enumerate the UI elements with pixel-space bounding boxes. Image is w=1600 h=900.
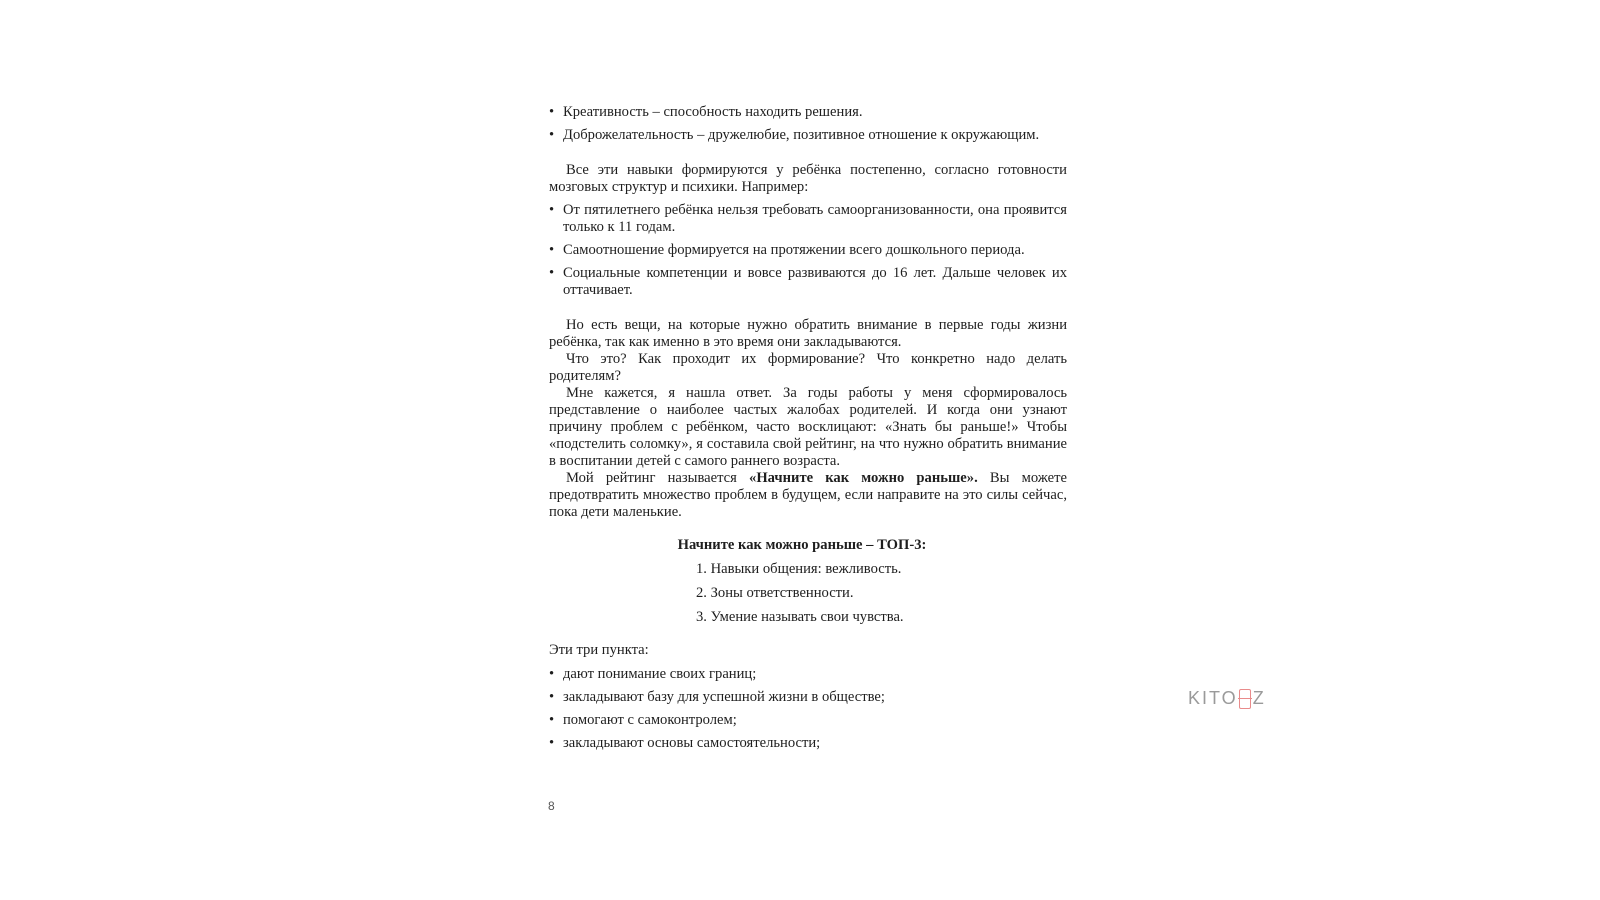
three-points-heading: Эти три пункта: [549,642,649,658]
bullet-icon: • [549,127,555,143]
list-item [549,689,1067,706]
list-item [549,202,1067,236]
bullet-icon: • [549,735,555,751]
page-number: 8 [548,799,555,813]
watermark-text-right: Z [1252,688,1266,708]
watermark-logo [1188,688,1266,709]
book-page [549,104,1067,758]
list-item-text: Самоотношение формируется на протяжении всего дошкольного периода. [563,242,1025,258]
paragraph-rating [549,470,1067,521]
paragraph: Мне кажется, я нашла ответ. За годы работы у меня сформировалось представление о наиболее частых жалобах родителей. И когда они узнают причину проблем с ребёнком, часто восклицают: «Знать бы раньше!» Чтобы «подстелить соломку», я составила свой рейтинг, на что нужно обратить внимание в воспитании детей с самого раннего возраста. [549,385,1067,469]
bullet-icon: • [549,689,555,705]
bullet-icon: • [549,104,555,120]
list-item-text: Доброжелательность – дружелюбие, позитивное отношение к окружающим. [563,127,1040,143]
watermark-box-icon [1239,689,1251,709]
list-item-text: закладывают базу для успешной жизни в обществе; [563,689,885,705]
paragraph: Но есть вещи, на которые нужно обратить внимание в первые годы жизни ребёнка, так как именно в это время они закладываются. [549,317,1067,350]
paragraph-intro: Все эти навыки формируются у ребёнка постепенно, согласно готовности мозговых структур и психики. Например: [549,162,1067,195]
list-item [549,735,1067,752]
list-item-text: закладывают основы самостоятельности; [563,735,821,751]
bullet-icon: • [549,242,555,258]
rating-text-after: Вы можете предотвратить множество проблем в будущем, если направите на это силы сейчас, пока дети маленькие. [549,470,1067,520]
top3-item: 2. Зоны ответственности. [696,585,854,601]
list-item [549,265,1067,299]
bullet-icon: • [549,712,555,728]
top3-heading: Начните как можно раньше – ТОП-3: [677,537,927,553]
rating-title: «Начните как можно раньше». [749,470,978,486]
list-item [549,242,1067,259]
list-item-text: Креативность – способность находить решения. [563,104,863,120]
list-item [549,127,1067,144]
bullet-icon: • [549,666,555,682]
top3-item: 1. Навыки общения: вежливость. [696,561,902,577]
list-item-text: Социальные компетенции и вовсе развиваются до 16 лет. Дальше человек их оттачивает. [563,265,1067,298]
list-item-text: От пятилетнего ребёнка нельзя требовать самоорганизованности, она проявится только к 11 годам. [563,202,1067,235]
bullet-icon: • [549,265,555,281]
watermark-text-left: KITO [1188,688,1238,708]
list-item [549,666,1067,683]
top3-item: 3. Умение называть свои чувства. [696,609,904,625]
bullet-icon: • [549,202,555,218]
rating-text-before: Мой рейтинг называется [566,470,750,486]
list-item [549,712,1067,729]
list-item-text: помогают с самоконтролем; [563,712,737,728]
paragraph: Что это? Как проходит их формирование? Что конкретно надо делать родителям? [549,351,1067,384]
list-item-text: дают понимание своих границ; [563,666,757,682]
list-item [549,104,1067,121]
